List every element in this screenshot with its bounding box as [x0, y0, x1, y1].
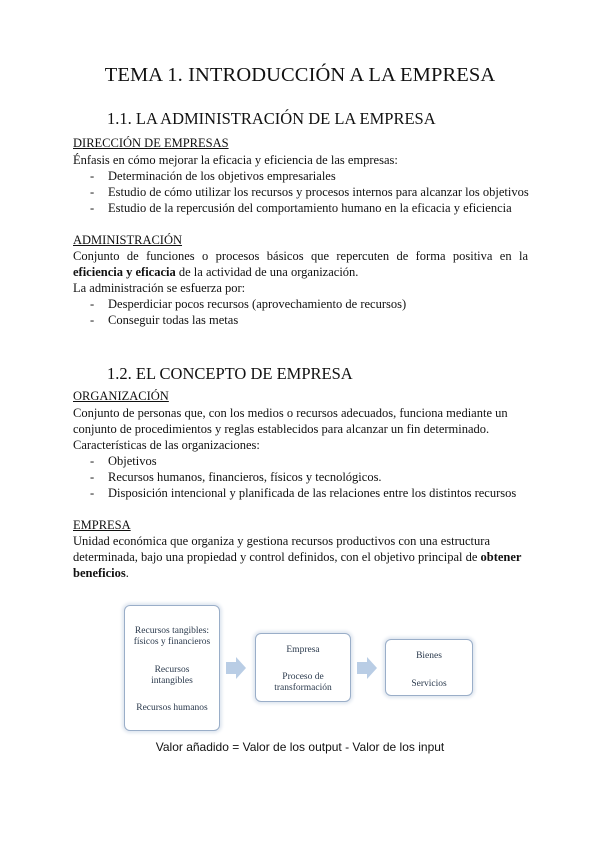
administracion-definition: Conjunto de funciones o procesos básicos que repercuten de forma positiva en la eficiencia y eficacia de la actividad de una organización.	[73, 249, 528, 279]
diagram-text: Recursos tangibles:	[134, 626, 210, 636]
list-item: - Desperdiciar pocos recursos (aprovechamiento de recursos)	[90, 297, 407, 311]
arrow-right-icon	[226, 657, 246, 679]
diagram-text: Bienes	[416, 651, 442, 661]
empresa-definition-line2: determinada, bajo una propiedad y control definidos, con el objetivo principal de obtener	[73, 550, 522, 564]
section-heading-administracion: 1.1. LA ADMINISTRACIÓN DE LA EMPRESA	[107, 109, 436, 128]
section-heading-concepto-empresa: 1.2. EL CONCEPTO DE EMPRESA	[107, 364, 353, 383]
organizacion-definition-line1: Conjunto de personas que, con los medios o recursos adecuados, funciona mediante un	[73, 406, 508, 420]
diagram-text: Proceso de	[282, 672, 324, 682]
diagram-box-empresa	[255, 633, 351, 702]
label-empresa: EMPRESA	[73, 518, 131, 532]
list-item: - Conseguir todas las metas	[90, 313, 239, 327]
label-organizacion: ORGANIZACIÓN	[73, 389, 169, 403]
organizacion-definition-line2: conjunto de procedimientos y reglas establecidos para alcanzar un fin determinado.	[73, 422, 490, 436]
list-item: - Recursos humanos, financieros, físicos y tecnológicos.	[90, 470, 382, 484]
diagram-box-recursos	[124, 605, 220, 731]
list-item: - Objetivos	[90, 454, 157, 468]
list-item: - Estudio de la repercusión del comportamiento humano en la eficacia y eficiencia	[90, 201, 512, 215]
diagram-text: Servicios	[411, 679, 447, 689]
diagram-text: Recursos humanos	[136, 703, 208, 713]
diagram-box-productos	[385, 639, 473, 696]
arrow-right-icon	[357, 657, 377, 679]
diagram-text: intangibles	[151, 676, 193, 686]
diagram-text: Empresa	[286, 645, 320, 655]
organizacion-caracteristicas: Características de las organizaciones:	[73, 438, 260, 452]
label-direccion-empresas: DIRECCIÓN DE EMPRESAS	[73, 136, 229, 150]
diagram-text: transformación	[274, 683, 332, 693]
list-item: - Estudio de cómo utilizar los recursos y procesos internos para alcanzar los objetivos	[90, 185, 529, 199]
document-title: TEMA 1. INTRODUCCIÓN A LA EMPRESA	[104, 64, 496, 86]
diagram-text: físicos y financieros	[133, 637, 211, 647]
administracion-esfuerzo: La administración se esfuerza por:	[73, 281, 246, 295]
empresa-definition-line1: Unidad económica que organiza y gestiona recursos productivos con una estructura	[73, 534, 490, 548]
list-item: - Disposición intencional y planificada de las relaciones entre los distintos recursos	[90, 486, 517, 500]
diagram-text: Recursos	[154, 665, 190, 675]
empresa-definition-line3: beneficios.	[73, 566, 129, 580]
direccion-intro: Énfasis en cómo mejorar la eficacia y eficiencia de las empresas:	[73, 153, 398, 167]
list-item: - Determinación de los objetivos empresariales	[90, 169, 336, 183]
diagram-caption: Valor añadido = Valor de los output - Valor de los input	[155, 740, 445, 754]
label-administracion: ADMINISTRACIÓN	[73, 233, 183, 247]
